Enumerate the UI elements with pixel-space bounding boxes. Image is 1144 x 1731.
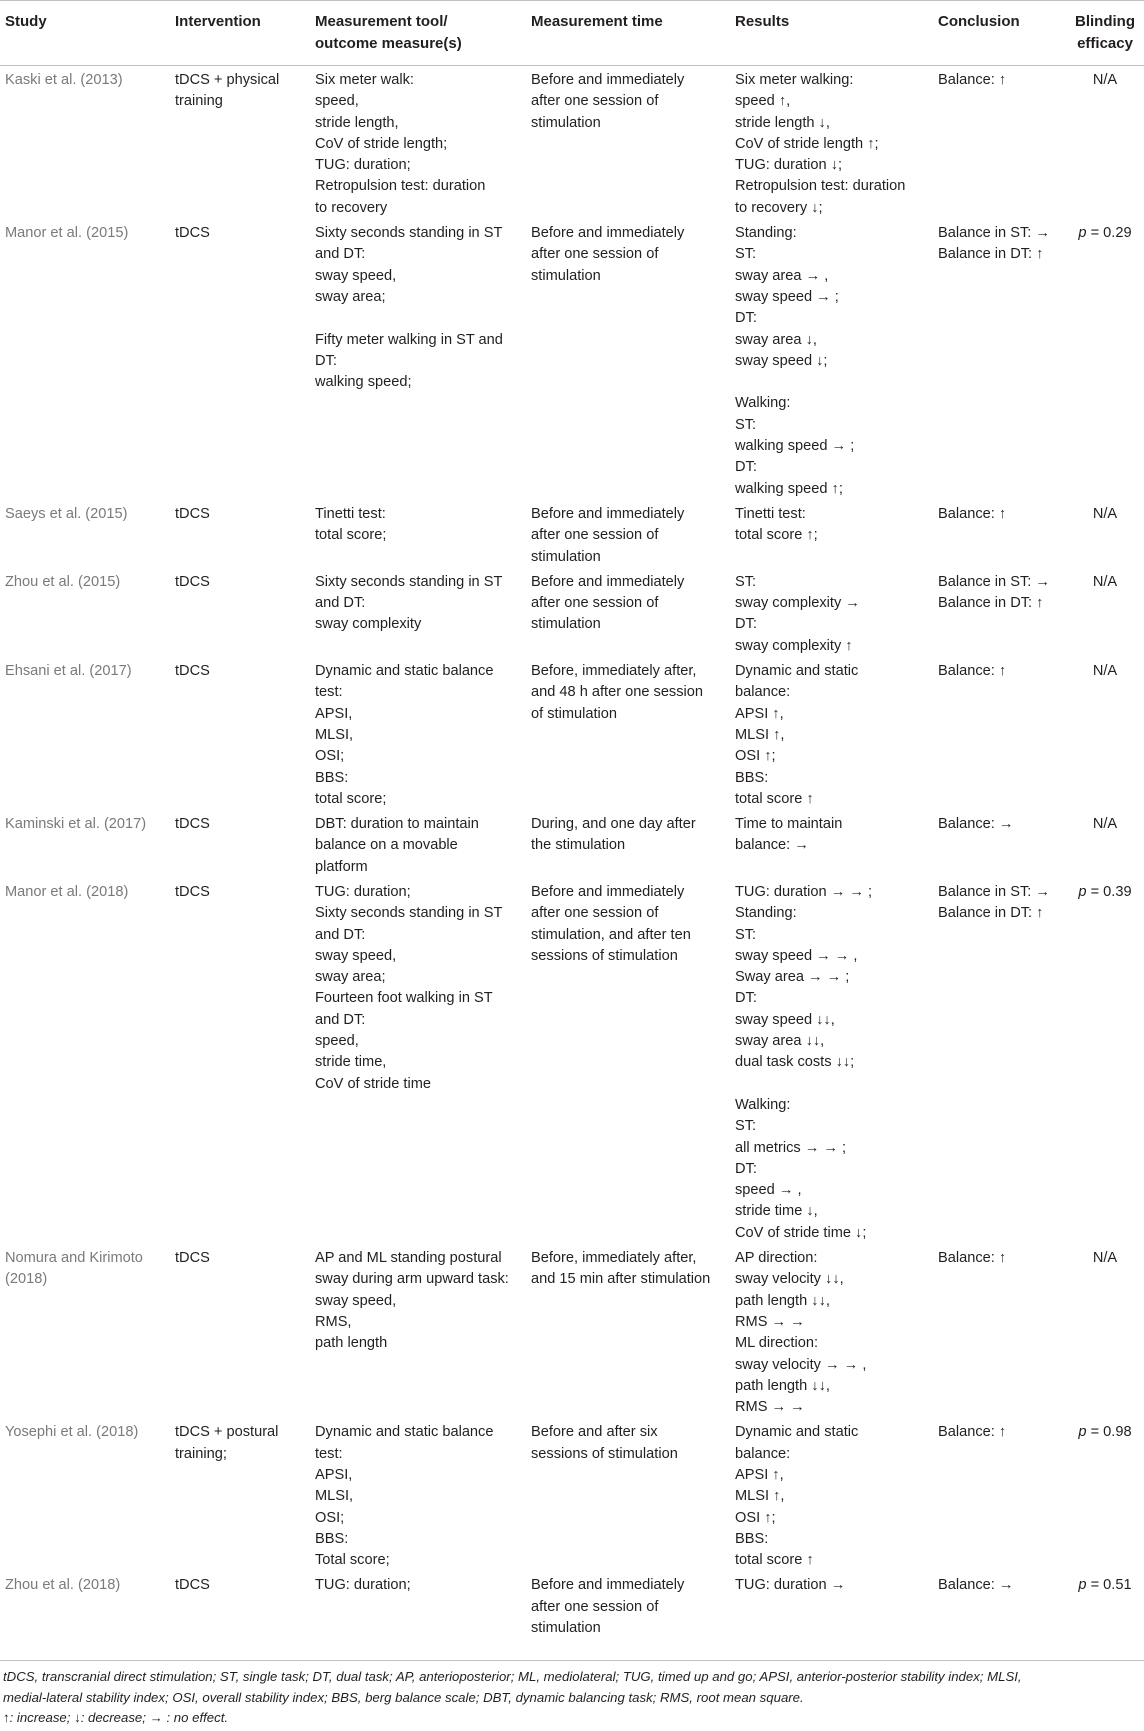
table-row <box>0 500 1144 568</box>
cell-conclusion <box>933 1244 1065 1418</box>
cell-line: APSI, <box>315 705 353 722</box>
cell-line <box>315 308 522 329</box>
cell-line: TUG: duration → <box>735 1577 846 1594</box>
cell-blinding-efficacy <box>1065 219 1144 500</box>
cell-line: ST: <box>735 1118 757 1135</box>
cell-line: walking speed ↑; <box>735 480 843 497</box>
cell-measurement-tool <box>310 1571 526 1639</box>
cell-line: sway speed → → , <box>735 947 858 964</box>
blinding-value: = 0.98 <box>1086 1424 1132 1441</box>
cell-line: Balance in ST: → <box>938 573 1050 590</box>
cell-line: sway area ↓, <box>735 331 817 348</box>
cell-line: stimulation <box>531 267 601 284</box>
cell-line: stimulation <box>531 1620 601 1637</box>
cell-line: test: <box>315 684 343 701</box>
cell-line: stimulation <box>531 548 601 565</box>
cell-line: walking speed; <box>315 374 412 391</box>
cell-line: Manor et al. (2015) <box>5 225 129 242</box>
cell-conclusion <box>933 810 1065 878</box>
p-value-symbol: p <box>1078 883 1087 900</box>
cell-line: BBS: <box>735 769 769 786</box>
cell-blinding-efficacy <box>1065 1418 1144 1571</box>
cell-line: after one session of <box>531 246 659 263</box>
cell-line: sway speed, <box>315 267 397 284</box>
cell-line: Fourteen foot walking in ST <box>315 990 493 1007</box>
cell-line: sway speed ↓; <box>735 352 828 369</box>
cell-line: Before and immediately <box>531 505 685 522</box>
cell-line: path length ↓↓, <box>735 1377 830 1394</box>
cell-line: tDCS <box>175 225 210 242</box>
cell-line: Before, immediately after, <box>531 1250 697 1267</box>
cell-line: MLSI, <box>315 1488 354 1505</box>
cell-line: balance: → <box>735 837 809 854</box>
cell-measurement-time <box>526 66 730 220</box>
cell-line: DT: <box>735 459 757 476</box>
cell-conclusion <box>933 219 1065 500</box>
table-row <box>0 1244 1144 1418</box>
cell-line: after one session of <box>531 905 659 922</box>
cell-line: TUG: duration; <box>315 157 411 174</box>
table-body <box>0 66 1144 1640</box>
cell-line: ST: <box>735 416 757 433</box>
cell-line: Balance: ↑ <box>938 663 1007 680</box>
table-row <box>0 657 1144 810</box>
cell-line: Balance in DT: ↑ <box>938 595 1044 612</box>
cell-line: sway area ↓↓, <box>735 1033 825 1050</box>
cell-blinding-efficacy <box>1065 810 1144 878</box>
cell-line: to recovery <box>315 199 388 216</box>
footnote-line: medial-lateral stability index; OSI, overall stability index; BBS, berg balance scale; DBT, dynamic balancing task; RMS, root mean square. <box>3 1689 804 1705</box>
cell-measurement-time <box>526 810 730 878</box>
cell-line: Nomura and Kirimoto <box>5 1250 143 1267</box>
cell-conclusion <box>933 500 1065 568</box>
blinding-value: N/A <box>1092 1250 1118 1267</box>
cell-results <box>730 1571 933 1639</box>
cell-line: AP and ML standing postural <box>315 1250 502 1267</box>
cell-line: Balance in DT: ↑ <box>938 246 1044 263</box>
cell-line: Kaminski et al. (2017) <box>5 816 147 833</box>
cell-line: balance on a movable <box>315 837 458 854</box>
table-row <box>0 878 1144 1244</box>
cell-line: Before and immediately <box>531 573 685 590</box>
cell-line: RMS, <box>315 1313 352 1330</box>
cell-line: AP direction: <box>735 1250 818 1267</box>
cell-line: RMS → → <box>735 1313 805 1330</box>
header-tool: Measurement tool/ outcome measure(s) <box>310 1 526 66</box>
cell-blinding-efficacy <box>1065 568 1144 657</box>
cell-line: after one session of <box>531 93 659 110</box>
p-value-symbol: p <box>1078 225 1087 242</box>
cell-line: During, and one day after <box>531 816 696 833</box>
cell-blinding-efficacy <box>1065 1571 1144 1639</box>
cell-line: ML direction: <box>735 1335 819 1352</box>
cell-line: all metrics → → ; <box>735 1139 847 1156</box>
cell-line: sway complexity ↑ <box>735 637 853 654</box>
header-row <box>0 1 1144 66</box>
cell-study <box>0 1571 170 1639</box>
cell-line: Standing: <box>735 225 797 242</box>
cell-line: CoV of stride time ↓; <box>735 1224 867 1241</box>
cell-line: Sixty seconds standing in ST <box>315 905 503 922</box>
cell-intervention <box>170 66 310 220</box>
cell-study <box>0 1418 170 1571</box>
cell-measurement-tool <box>310 1244 526 1418</box>
cell-line: sway velocity ↓↓, <box>735 1271 844 1288</box>
cell-intervention <box>170 1244 310 1418</box>
cell-measurement-tool <box>310 878 526 1244</box>
cell-line: total score; <box>315 527 387 544</box>
table-row <box>0 568 1144 657</box>
header-study: Study <box>0 1 170 66</box>
cell-line: tDCS <box>175 1250 210 1267</box>
table-row <box>0 810 1144 878</box>
cell-line: balance: <box>735 684 791 701</box>
blinding-value: = 0.29 <box>1086 225 1132 242</box>
cell-line: OSI ↑; <box>735 748 776 765</box>
cell-line: and 48 h after one session <box>531 684 704 701</box>
cell-line: Balance: ↑ <box>938 1250 1007 1267</box>
cell-line: total score ↑; <box>735 527 818 544</box>
blinding-value: = 0.39 <box>1086 883 1132 900</box>
cell-line: Standing: <box>735 905 797 922</box>
cell-measurement-tool <box>310 657 526 810</box>
cell-results <box>730 657 933 810</box>
cell-line: Balance: ↑ <box>938 1424 1007 1441</box>
cell-line: tDCS + physical <box>175 72 280 88</box>
cell-line: sessions of stimulation <box>531 1445 678 1462</box>
header-time: Measurement time <box>526 1 730 66</box>
cell-line: tDCS <box>175 663 210 680</box>
cell-line: TUG: duration; <box>315 883 411 900</box>
cell-results <box>730 568 933 657</box>
cell-line: DT: <box>735 310 757 327</box>
cell-line: Walking: <box>735 1096 791 1113</box>
cell-results <box>730 1244 933 1418</box>
cell-line: Balance in ST: → <box>938 225 1050 242</box>
cell-line: OSI; <box>315 748 345 765</box>
cell-line: after one session of <box>531 595 659 612</box>
cell-line: Before and immediately <box>531 883 685 900</box>
cell-blinding-efficacy <box>1065 657 1144 810</box>
cell-line: Six meter walking: <box>735 72 854 88</box>
cell-conclusion <box>933 1418 1065 1571</box>
cell-line: of stimulation <box>531 705 617 722</box>
table-row <box>0 219 1144 500</box>
cell-line: sway complexity <box>315 616 422 633</box>
cell-measurement-time <box>526 568 730 657</box>
cell-intervention <box>170 810 310 878</box>
cell-line: APSI ↑, <box>735 1467 784 1483</box>
cell-line: training; <box>175 1445 227 1462</box>
cell-blinding-efficacy <box>1065 878 1144 1244</box>
cell-line: total score; <box>315 790 387 807</box>
cell-line: Zhou et al. (2015) <box>5 573 121 590</box>
cell-line: tDCS <box>175 573 210 590</box>
cell-line: Balance: → <box>938 816 1014 833</box>
cell-line: balance: <box>735 1445 791 1462</box>
cell-line: dual task costs ↓↓; <box>735 1054 855 1071</box>
cell-intervention <box>170 1571 310 1639</box>
cell-line: Saeys et al. (2015) <box>5 505 128 522</box>
cell-line: TUG: duration; <box>315 1577 411 1594</box>
cell-line: ST: <box>735 246 757 263</box>
cell-line: CoV of stride length; <box>315 135 448 152</box>
cell-measurement-tool <box>310 810 526 878</box>
blinding-value: N/A <box>1092 816 1118 833</box>
header-results: Results <box>730 1 933 66</box>
cell-line: speed, <box>315 93 359 110</box>
cell-study <box>0 878 170 1244</box>
cell-line: and 15 min after stimulation <box>531 1271 711 1288</box>
cell-intervention <box>170 878 310 1244</box>
cell-line: Kaski et al. (2013) <box>5 72 123 88</box>
cell-line: sway speed, <box>315 1292 397 1309</box>
cell-line: DBT: duration to maintain <box>315 816 479 833</box>
cell-line: Before and immediately <box>531 1577 685 1594</box>
cell-measurement-time <box>526 219 730 500</box>
cell-line: tDCS + postural <box>175 1424 279 1441</box>
cell-intervention <box>170 657 310 810</box>
blinding-value: N/A <box>1092 573 1118 590</box>
blinding-value: = 0.51 <box>1086 1577 1132 1594</box>
cell-line: speed → , <box>735 1182 802 1199</box>
cell-line: Manor et al. (2018) <box>5 883 129 900</box>
table-row <box>0 66 1144 220</box>
cell-line: BBS: <box>735 1530 769 1547</box>
cell-line: TUG: duration ↓; <box>735 157 843 174</box>
cell-line: CoV of stride time <box>315 1075 431 1092</box>
cell-line: sway velocity → → , <box>735 1356 867 1373</box>
cell-line: Ehsani et al. (2017) <box>5 663 132 680</box>
cell-line: total score ↑ <box>735 790 814 807</box>
cell-intervention <box>170 500 310 568</box>
cell-line: sessions of stimulation <box>531 947 678 964</box>
cell-line: sway area → , <box>735 267 829 284</box>
cell-line: after one session of <box>531 527 659 544</box>
cell-line: TUG: duration → → ; <box>735 883 873 900</box>
cell-measurement-tool <box>310 1418 526 1571</box>
cell-conclusion <box>933 568 1065 657</box>
cell-line: OSI; <box>315 1509 345 1526</box>
cell-line: sway speed → ; <box>735 288 839 305</box>
cell-line: Balance in DT: ↑ <box>938 905 1044 922</box>
cell-line: Dynamic and static <box>735 663 859 680</box>
cell-measurement-time <box>526 500 730 568</box>
cell-study <box>0 657 170 810</box>
cell-line: OSI ↑; <box>735 1509 776 1526</box>
cell-line: RMS → → <box>735 1399 805 1416</box>
cell-line: tDCS <box>175 816 210 833</box>
cell-line: ST: <box>735 573 757 590</box>
cell-measurement-tool <box>310 568 526 657</box>
cell-line: DT: <box>735 1160 757 1177</box>
cell-conclusion <box>933 1571 1065 1639</box>
cell-conclusion <box>933 878 1065 1244</box>
cell-conclusion <box>933 657 1065 810</box>
cell-line: Walking: <box>735 395 791 412</box>
cell-line: Tinetti test: <box>735 505 806 522</box>
cell-line: stride time, <box>315 1054 387 1071</box>
cell-study <box>0 1244 170 1418</box>
cell-blinding-efficacy <box>1065 500 1144 568</box>
cell-study <box>0 219 170 500</box>
cell-line: and DT: <box>315 1011 366 1028</box>
cell-line: Balance: ↑ <box>938 505 1007 522</box>
table-row <box>0 1571 1144 1639</box>
cell-line: (2018) <box>5 1271 48 1288</box>
cell-study <box>0 66 170 220</box>
cell-line: Before and immediately <box>531 225 685 242</box>
cell-line: speed, <box>315 1033 359 1050</box>
cell-blinding-efficacy <box>1065 1244 1144 1418</box>
cell-line: Retropulsion test: duration <box>315 178 486 195</box>
cell-line: the stimulation <box>531 837 626 854</box>
cell-line: DT: <box>315 352 337 369</box>
cell-line: training <box>175 93 223 110</box>
cell-results <box>730 810 933 878</box>
cell-intervention <box>170 568 310 657</box>
cell-measurement-time <box>526 1571 730 1639</box>
cell-study <box>0 810 170 878</box>
cell-line: after one session of <box>531 1598 659 1615</box>
cell-line: walking speed → ; <box>735 438 855 455</box>
cell-line: MLSI ↑, <box>735 1488 785 1505</box>
table-footnote <box>0 1660 1144 1729</box>
cell-line: platform <box>315 858 368 875</box>
cell-results <box>730 66 933 220</box>
cell-line: Balance: → <box>938 1577 1014 1594</box>
cell-line: sway during arm upward task: <box>315 1271 509 1288</box>
cell-line: DT: <box>735 990 757 1007</box>
cell-line: path length ↓↓, <box>735 1292 830 1309</box>
cell-line: Retropulsion test: duration <box>735 178 906 195</box>
cell-line: sway speed ↓↓, <box>735 1011 835 1028</box>
cell-measurement-tool <box>310 500 526 568</box>
p-value-symbol: p <box>1078 1577 1087 1594</box>
cell-line: total score ↑ <box>735 1552 814 1569</box>
cell-line: stimulation <box>531 114 601 131</box>
footnote-line: ↑: increase; ↓: decrease; → : no effect. <box>3 1710 229 1725</box>
cell-results <box>730 500 933 568</box>
cell-line: Six meter walk: <box>315 72 414 88</box>
cell-line: Before, immediately after, <box>531 663 697 680</box>
cell-line: sway area; <box>315 288 386 305</box>
cell-line: Before and after six <box>531 1424 658 1441</box>
cell-line: BBS: <box>315 769 349 786</box>
cell-line: and DT: <box>315 246 366 263</box>
blinding-value: N/A <box>1092 505 1118 522</box>
header-conclusion: Conclusion <box>933 1 1065 66</box>
cell-line: sway speed, <box>315 947 397 964</box>
cell-conclusion <box>933 66 1065 220</box>
cell-line: Dynamic and static balance <box>315 1424 494 1441</box>
cell-line: and DT: <box>315 926 366 943</box>
cell-line: MLSI, <box>315 726 354 743</box>
cell-line: speed ↑, <box>735 93 791 110</box>
cell-study <box>0 568 170 657</box>
cell-intervention <box>170 1418 310 1571</box>
cell-line: APSI, <box>315 1467 353 1483</box>
table-row <box>0 1418 1144 1571</box>
cell-measurement-tool <box>310 219 526 500</box>
cell-line: Zhou et al. (2018) <box>5 1577 121 1594</box>
cell-line: Dynamic and static <box>735 1424 859 1441</box>
cell-measurement-time <box>526 657 730 810</box>
cell-line <box>735 1074 929 1095</box>
cell-line: Sixty seconds standing in ST <box>315 573 503 590</box>
cell-line: Dynamic and static balance <box>315 663 494 680</box>
cell-measurement-time <box>526 1244 730 1418</box>
cell-results <box>730 878 933 1244</box>
cell-line: Time to maintain <box>735 816 843 833</box>
cell-line: stimulation <box>531 616 601 633</box>
cell-line: Balance: ↑ <box>938 72 1007 88</box>
blinding-value: N/A <box>1092 72 1118 88</box>
cell-line: tDCS <box>175 883 210 900</box>
cell-line: Before and immediately <box>531 72 685 88</box>
cell-line: Yosephi et al. (2018) <box>5 1424 139 1441</box>
cell-line: Balance in ST: → <box>938 883 1050 900</box>
cell-line: Sway area → → ; <box>735 969 850 986</box>
cell-line: APSI ↑, <box>735 705 784 722</box>
cell-line: stride length ↓, <box>735 114 830 131</box>
cell-line: CoV of stride length ↑; <box>735 135 879 152</box>
cell-line: stride length, <box>315 114 399 131</box>
cell-measurement-tool <box>310 66 526 220</box>
cell-line: stimulation, and after ten <box>531 926 691 943</box>
cell-line: sway complexity → <box>735 595 860 612</box>
header-blinding: Blinding efficacy <box>1065 1 1144 66</box>
cell-measurement-time <box>526 1418 730 1571</box>
cell-line: to recovery ↓; <box>735 199 823 216</box>
cell-line: ST: <box>735 926 757 943</box>
cell-blinding-efficacy <box>1065 66 1144 220</box>
cell-line: and DT: <box>315 595 366 612</box>
cell-line: test: <box>315 1445 343 1462</box>
cell-line: sway area; <box>315 969 386 986</box>
cell-line: Tinetti test: <box>315 505 386 522</box>
cell-line: tDCS <box>175 1577 210 1594</box>
header-intervention: Intervention <box>170 1 310 66</box>
cell-line: Sixty seconds standing in ST <box>315 225 503 242</box>
cell-results <box>730 1418 933 1571</box>
cell-line <box>735 372 929 393</box>
cell-results <box>730 219 933 500</box>
cell-line: MLSI ↑, <box>735 726 785 743</box>
blinding-value: N/A <box>1092 663 1118 680</box>
cell-line: tDCS <box>175 505 210 522</box>
footnote-line: tDCS, transcranial direct stimulation; ST, single task; DT, dual task; AP, anterioposterior; ML, mediolateral; TUG, timed up and go; APSI, anterior-posterior stability index; MLSI, <box>3 1669 1022 1684</box>
p-value-symbol: p <box>1078 1424 1087 1441</box>
cell-line: path length <box>315 1335 388 1352</box>
cell-measurement-time <box>526 878 730 1244</box>
cell-line: DT: <box>735 616 757 633</box>
cell-intervention <box>170 219 310 500</box>
cell-line: stride time ↓, <box>735 1203 818 1220</box>
cell-line: Total score; <box>315 1552 390 1569</box>
cell-line: Fifty meter walking in ST and <box>315 331 503 348</box>
cell-line: BBS: <box>315 1530 349 1547</box>
cell-study <box>0 500 170 568</box>
